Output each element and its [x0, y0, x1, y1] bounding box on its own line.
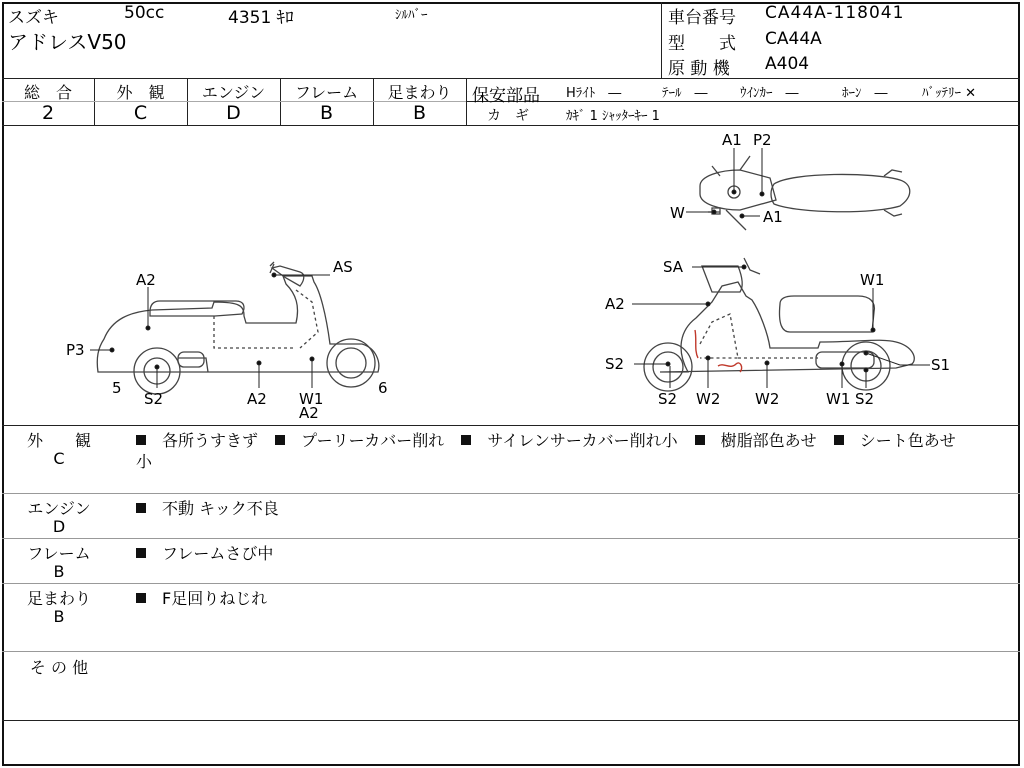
note-exterior-item: 樹脂部色あせ [720, 431, 817, 450]
bullet-icon [275, 435, 285, 445]
grade-label-suspension: 足まわり [387, 83, 452, 102]
bullet-icon [136, 435, 146, 445]
chassis-label: 車台番号 [668, 8, 736, 28]
note-frame-grade: B [53, 562, 65, 581]
engine-value: A404 [765, 54, 810, 74]
bullet-icon [136, 548, 146, 558]
label-top-a1-right: A1 [763, 208, 783, 226]
bullet-icon [136, 593, 146, 603]
label-right-a2: A2 [605, 295, 625, 313]
label-right-sa: SA [663, 258, 684, 276]
grade-suspension: B [412, 102, 427, 124]
displacement: 50cc [124, 3, 165, 23]
bullet-icon [695, 435, 705, 445]
label-top-a1: A1 [722, 131, 742, 149]
color: ｼﾙﾊﾞｰ [395, 8, 428, 23]
grade-total: 2 [41, 102, 55, 124]
label-left-s2: S2 [144, 390, 164, 408]
safety-tail: ﾃｰﾙ ― [662, 86, 708, 101]
safety-mid-line [466, 101, 1020, 102]
label-left-a2-top: A2 [136, 271, 156, 289]
type-label: 型 式 [668, 34, 736, 54]
safety-headlight: Hﾗｲﾄ ― [566, 86, 622, 101]
key-label: カ ギ [487, 108, 529, 124]
label-right-w1-bottom: W1 [826, 390, 851, 408]
note-exterior-grade: C [53, 449, 65, 468]
note-engine-grade: D [52, 517, 66, 536]
diagram-bottom-line [2, 425, 1020, 426]
grade-label-total: 総 合 [23, 83, 72, 102]
maker: スズキ [8, 8, 59, 28]
label-left-w1: W1 [299, 390, 324, 408]
safety-battery: ﾊﾞｯﾃﾘｰ ✕ [922, 86, 977, 101]
grade-exterior: C [133, 102, 148, 124]
note-exterior-label: 外 観 [26, 431, 91, 450]
label-right-w2-b: W2 [755, 390, 780, 408]
label-left-6: 6 [378, 379, 388, 397]
safety-horn: ﾎｰﾝ ― [842, 86, 888, 101]
engine-label: 原 動 機 [668, 59, 730, 79]
grade-label-exterior: 外 観 [116, 83, 165, 102]
grade-label-engine: エンジン [201, 83, 266, 102]
note-divider [2, 651, 1020, 652]
label-right-s1: S1 [931, 356, 951, 374]
note-frame-item: フレームさび中 [162, 544, 274, 563]
note-suspension-item: F足回りねじれ [162, 589, 268, 608]
type-value: CA44A [765, 29, 822, 49]
note-frame-label: フレーム [27, 544, 91, 563]
note-divider [2, 538, 1020, 539]
header-divider [661, 2, 662, 78]
note-exterior-item: プーリーカバー削れ [301, 431, 445, 450]
scooter-diagram [0, 126, 1024, 426]
label-right-w1-top: W1 [860, 271, 885, 289]
key-value: ｶｷﾞ 1 ｼｬｯﾀｰｷｰ 1 [566, 109, 660, 124]
label-top-p2: P2 [753, 131, 772, 149]
label-left-as: AS [333, 258, 353, 276]
bullet-icon [834, 435, 844, 445]
note-exterior-item: サイレンサーカバー削れ小 [487, 431, 678, 450]
grade-label-frame: フレーム [294, 83, 359, 102]
grade-divider [466, 78, 467, 126]
label-right-s2-bottom-right: S2 [855, 390, 875, 408]
note-frame-items [136, 541, 273, 564]
label-right-s2-left: S2 [605, 355, 625, 373]
label-left-5: 5 [112, 379, 122, 397]
grade-frame: B [319, 102, 334, 124]
note-bottom-line [2, 720, 1020, 721]
label-right-w2-a: W2 [696, 390, 721, 408]
note-divider [2, 493, 1020, 494]
safety-label: 保安部品 [472, 86, 540, 106]
note-engine-items [136, 496, 279, 519]
note-exterior-item: シート色あせ [859, 431, 956, 450]
note-engine-label: エンジン [27, 499, 91, 518]
note-other-label: そ の 他 [29, 658, 89, 677]
grade-engine: D [226, 102, 241, 124]
note-engine-item: 不動 キック不良 [162, 499, 279, 518]
model-name: アドレスV50 [8, 30, 127, 54]
note-suspension-grade: B [53, 607, 65, 626]
label-right-s2-bottom-left: S2 [658, 390, 678, 408]
mileage: 4351 ｷﾛ [228, 8, 294, 28]
note-exterior-wrap: 小 [136, 452, 153, 471]
note-exterior-items [136, 428, 956, 451]
label-left-p3: P3 [66, 341, 85, 359]
label-top-w: W [670, 204, 685, 222]
note-suspension-label: 足まわり [26, 589, 91, 608]
bullet-icon [461, 435, 471, 445]
note-divider [2, 583, 1020, 584]
safety-winker: ｳｲﾝｶｰ ― [740, 86, 799, 101]
note-exterior-item: 各所うすきず [162, 431, 259, 450]
bullet-icon [136, 503, 146, 513]
chassis-value: CA44A-118041 [765, 3, 905, 23]
note-suspension-items [136, 586, 267, 609]
header-bottom-line [2, 78, 1020, 79]
label-left-a2-under: A2 [299, 404, 319, 422]
label-left-a2-bottom: A2 [247, 390, 267, 408]
